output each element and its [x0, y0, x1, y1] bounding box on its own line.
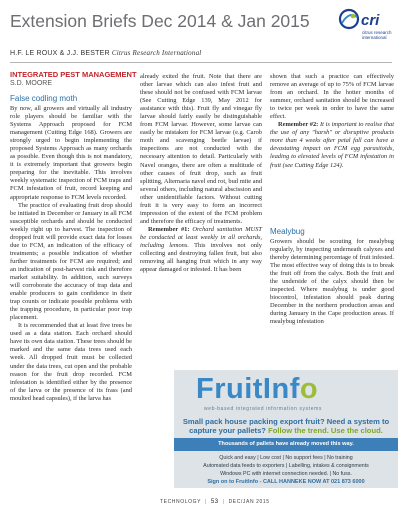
remember-1-text: Orchard sanitation MUST be conducted at least weekly in all orchards, including lemons.: [140, 225, 262, 249]
page-number: 53: [210, 499, 219, 505]
fruitinfo-tagline: web-based integrated information systems: [204, 406, 322, 412]
logo-subtitle: citrus research international: [362, 30, 392, 40]
footer-date: DEC/JAN 2015: [228, 499, 270, 505]
footer-section: TECHNOLOGY: [160, 499, 201, 505]
paragraph: Growers should be scouting for mealybug regularly, by inspecting underneath calyxes and thereby determining percentage of fruit infested. The most effective way of doing this is to break the fruit off from the calyx. Both the fruit and the underside of the calyx should then be inspected. Where mealybug is under good biocontrol, infestation should peak during December in the northern production areas and during January in the Cape production areas. If mealybug infestation: [270, 238, 394, 326]
fruitinfo-brand-b: o: [299, 373, 319, 405]
remember-2-label: Remember #2:: [278, 121, 319, 129]
ad-headline-highlight: Follow the trend. Use the cloud.: [268, 426, 383, 435]
authors-line: [10, 49, 201, 57]
paragraph: It is recommended that at least five trees be used as a data station. Each orchard should have its own data station. These trees should be marked and the same data trees used each week. All dropped fruit must be collected under the data trees, cut open and the probable reason for the fruit drop recorded. FCM infestation is identified either by the presence of the larva or the presence of its frass (and moulted head capsules), if the larva has: [10, 322, 132, 402]
fruitinfo-advertisement[interactable]: [174, 370, 398, 488]
column-1: [10, 105, 132, 403]
logo-text: cri: [361, 12, 380, 29]
section-author: S.D. MOORE: [10, 80, 53, 87]
subhead-mealybug: Mealybug: [270, 227, 305, 236]
header-divider: [10, 62, 392, 63]
remember-2-text: It is important to realise that the use of any "harsh" or disruptive products more than 4 weeks after petal fall can have a devastating impact on FCM egg parasitoids, leading to elevated levels of FCM infestation in fruit (see Cutting Edge 124).: [270, 121, 394, 169]
paragraph: already exited the fruit. Note that there are other larvae which can also infest fruit and these should not be confused with FCM larvae (See Cutting Edge 139, May 2012 for assistance with this). Fruit fly and vinegar fly larvae should fairly easily be distinguishable from FCM larvae. However, some larvae can easily be mistaken for FCM larvae (e.g. Carob moth and scavenging beetle larvae) if inspections are not conducted with the necessary attention to detail. Particularly with Navel oranges, there are often a multitude of other causes of fruit drop, such as fruit splitting, Alternaria navel end rot, bud mite and several others, including natural abscission and other unidentifiable factors. Without cutting fruit it is very easy to form an incorrect impression of the extent of the FCM problem and therefore the efficacy of treatments.: [140, 73, 262, 225]
fruitinfo-logo: [196, 373, 318, 406]
remember-2-paragraph: [270, 121, 394, 169]
footer-divider: |: [202, 499, 209, 505]
authors-names: H.F. LE ROUX & J.J. BESTER: [10, 50, 110, 57]
cri-logo-mark-icon: [338, 8, 360, 30]
column-2: [140, 73, 262, 274]
authors-affiliation: Citrus Research International: [111, 49, 202, 57]
page-title: Extension Briefs Dec 2014 & Jan 2015: [10, 11, 310, 31]
ad-headline: [180, 417, 392, 435]
paragraph: By now, all growers and virtually all industry role players should be familiar with the Systems Approach proposed for FCM management (Cutting Edge 168). Growers are strongly urged to begin implementing the proposed Systems Approach as many orchards as possible. Even though this is not mandatory, it is extremely important that growers begin preparing for the inevitable. This involves weekly systematic inspection of FCM traps and FCM infestation of fruit, record keeping and appropriate response to FCM levels recorded.: [10, 105, 132, 201]
ad-banner-text: Thousands of pallets have already moved this way.: [218, 441, 354, 447]
section-title: INTEGRATED PEST MANAGEMENT: [10, 70, 137, 79]
ad-call-to-action[interactable]: Sign on to FruitInfo - CALL HANNEKE NOW AT 021 873 6000: [207, 479, 365, 485]
subhead-false-codling-moth: False codling moth: [10, 94, 78, 103]
cri-logo: [338, 6, 396, 46]
column-3-mealybug: [270, 238, 394, 327]
remember-1-paragraph: [140, 226, 262, 274]
ad-headline-text: Small pack house packing export fruit? Need a system to capture your pallets?: [182, 417, 390, 435]
ad-feature-line: Automated data feeds to exporters | Labelling, intakes & consignments: [203, 463, 369, 469]
footer-divider: |: [220, 499, 227, 505]
ad-feature-line: Quick and easy | Low cost | No support fees | No training: [219, 455, 353, 461]
ad-feature-line: Windows PC with internet connection needed. | No fuss.: [220, 471, 352, 477]
column-3: [270, 73, 394, 170]
page-footer: [160, 499, 270, 505]
fruitinfo-brand-a: FruitInf: [196, 373, 300, 405]
remember-1-tail: This involves not only collecting and destroying fallen fruit, but also removing all hanging fruit which in any way appear damaged or infested. It has been: [140, 241, 262, 274]
paragraph: The practice of evaluating fruit drop should be initiated in December or January in all FCM susceptible orchards and should be conducted weekly right up to harvest. The inspection of dropped fruit will provide exact data for losses due to FCM, an indication of the efficacy of treatments; a possible indication of whether further treatments for FCM are required; and an indication of post-harvest risk and therefore market suitability. In addition, such surveys will corroborate the accuracy of trap data and enable producers to gain confidence in their trap counts or indicate possible problems with the trapping procedure, in particular poor trap placement.: [10, 201, 132, 322]
remember-1-label: Remember #1:: [148, 225, 190, 233]
paragraph: shown that such a practice can effectively remove an average of up to 75% of FCM larvae from an orchard. In the hotter months of summer, orchard sanitation should be increased to twice per week in order to have the same effect.: [270, 73, 394, 121]
